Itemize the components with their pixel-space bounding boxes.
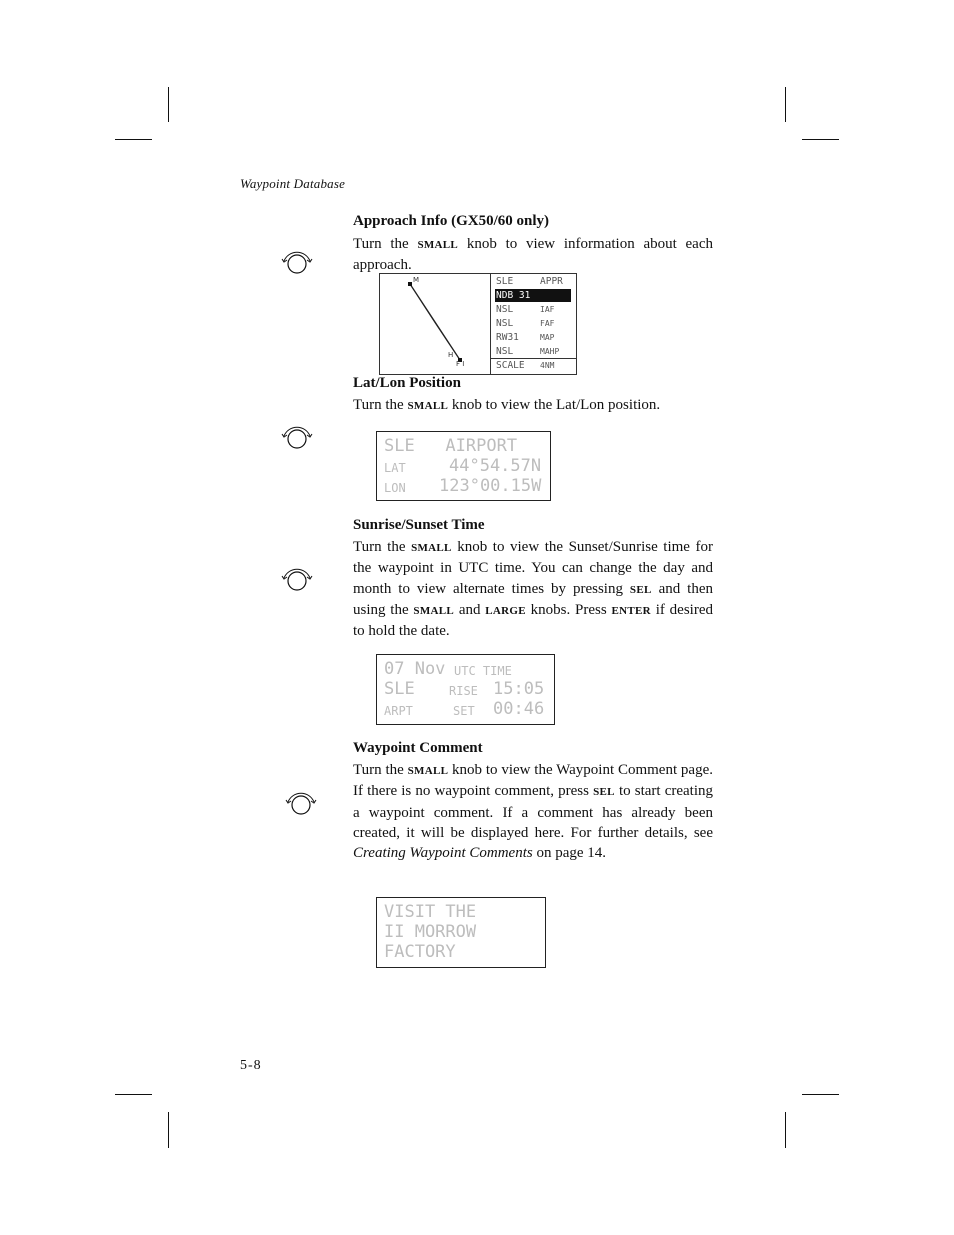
comment-line-2: II MORROW (384, 922, 477, 942)
section-title-comment: Waypoint Comment (353, 740, 483, 756)
comment-screen (376, 897, 546, 968)
waypoint-id: SLE (384, 679, 415, 699)
crop-mark (802, 1094, 839, 1095)
waypoint-type: ARPT (384, 704, 413, 718)
list-item: NSL MAHP (496, 346, 560, 357)
approach-list (490, 274, 577, 374)
comment-line-3: FACTORY (384, 942, 456, 962)
list-item: NSL FAF (496, 318, 555, 329)
comment-line-1: VISIT THE (384, 902, 477, 922)
knob-rotate-icon (280, 566, 314, 594)
sunrise-screen (376, 654, 555, 725)
crop-mark (802, 139, 839, 140)
latlon-screen (376, 431, 551, 501)
set-label: SET (453, 704, 475, 718)
section-title-latlon: Lat/Lon Position (353, 375, 461, 391)
list-item: SLE APPR (496, 276, 563, 287)
crop-mark (785, 87, 786, 122)
list-item-selected: NDB 31 (495, 289, 571, 302)
rise-time: 15:05 (493, 679, 545, 699)
approach-screen (379, 273, 577, 375)
list-item: NSL IAF (496, 304, 555, 315)
lon-label: LON (384, 481, 406, 495)
list-item: RW31 MAP (496, 332, 555, 343)
date-value: 07 Nov (384, 659, 446, 679)
lat-label: LAT (384, 461, 406, 475)
crop-mark (168, 1112, 169, 1148)
approach-map (380, 274, 490, 374)
paragraph-latlon: Turn the SMALL knob to view the Lat/Lon position. (353, 397, 661, 413)
lcd-line-1: SLE AIRPORT (384, 436, 518, 456)
rise-label: RISE (449, 684, 478, 698)
scale-row: SCALE 4NM (496, 360, 555, 371)
lat-value: 44°54.57N (449, 456, 542, 476)
utc-time-label: UTC TIME (454, 664, 512, 678)
lon-value: 123°00.15W (439, 476, 542, 496)
paragraph-comment: Turn the SMALL knob to view the Waypoint Comment page. If there is no waypoint comment, press SEL to start creating a waypoint comment. If a comment has already been created, it will be displayed here. For further details, see Creating Waypoint Comments on page 14. (353, 762, 713, 862)
crop-mark (115, 139, 152, 140)
crop-mark (115, 1094, 152, 1095)
set-time: 00:46 (493, 699, 545, 719)
knob-rotate-icon (280, 424, 314, 452)
running-header: Waypoint Database (240, 176, 346, 191)
paragraph-approach: Turn the SMALL knob to view information about each approach. (353, 236, 713, 274)
map-label-h: H (448, 351, 454, 359)
section-title-approach: Approach Info (GX50/60 only) (353, 213, 549, 229)
paragraph-sunrise: Turn the SMALL knob to view the Sunset/Sunrise time for the waypoint in UTC time. You can change the day and month to view alternate times by pressing SEL and then using the SMALL and LARGE knobs. Press ENTER if desired to hold the date. (353, 539, 714, 640)
map-label-m: M (413, 276, 420, 284)
crop-mark (785, 1112, 786, 1148)
map-label-fi: F I (456, 360, 465, 368)
knob-rotate-icon (280, 249, 314, 277)
page-number: 5-8 (240, 1058, 262, 1073)
section-title-sunrise: Sunrise/Sunset Time (353, 517, 485, 533)
crop-mark (168, 87, 169, 122)
knob-rotate-icon (284, 790, 318, 818)
